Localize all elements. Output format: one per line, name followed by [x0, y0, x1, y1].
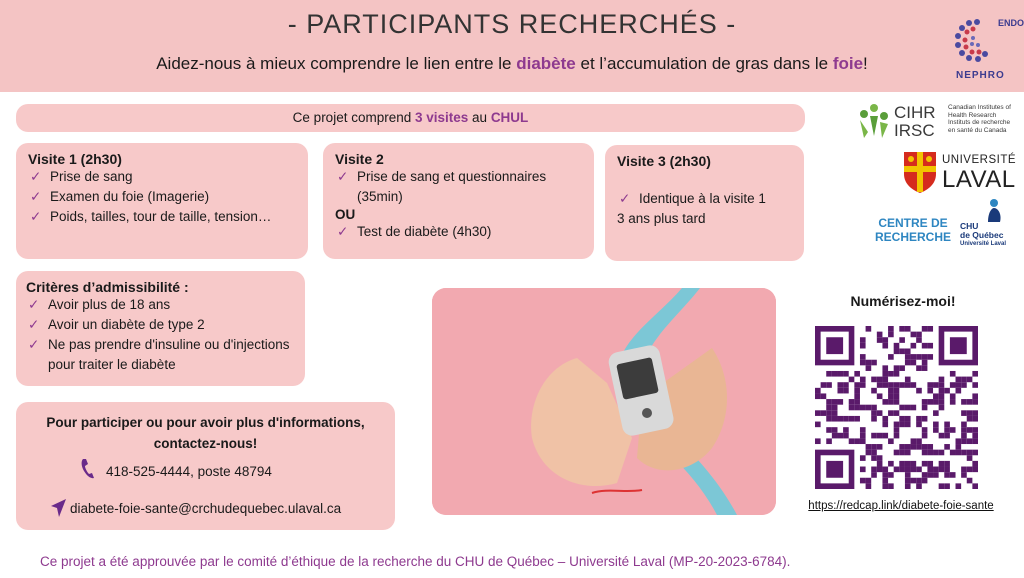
- cihr-irsc-logo: [856, 102, 1016, 142]
- project-text-1: Ce projet comprend: [292, 110, 415, 125]
- cihr-french: Instituts de recherche en santé du Canada: [948, 119, 1011, 134]
- visit-2-or: OU: [335, 207, 356, 222]
- nephro-text: NEPHRO: [956, 70, 1005, 81]
- contact-email[interactable]: diabete-foie-sante@crchudequebec.ulaval.ca: [70, 501, 342, 516]
- list-item-text: Examen du foie (Imagerie): [50, 189, 210, 204]
- subtitle-highlight-foie: foie: [832, 54, 864, 73]
- qr-label: Numérisez-moi!: [850, 293, 956, 309]
- visit-1-title: Visite 1 (2h30): [28, 151, 122, 167]
- list-item-text: Prise de sang et questionnaires (35min): [357, 169, 547, 204]
- checkmark-icon: ✓: [30, 209, 42, 224]
- centre-recherche-chu-logo: [872, 198, 1022, 248]
- chu-univ: Université Laval: [960, 241, 1007, 247]
- subtitle-text-1: Aidez-nous à mieux comprendre le lien entre le: [156, 54, 517, 73]
- list-item-text: Prise de sang: [50, 169, 133, 184]
- list-item: [26, 335, 295, 375]
- checkmark-icon: ✓: [337, 169, 349, 184]
- chu-text: [960, 222, 1003, 240]
- project-visits-count: 3 visites: [414, 110, 469, 125]
- phone-icon: [80, 458, 96, 485]
- cihr-english: Canadian Institutes of Health Research: [948, 104, 1011, 119]
- contact-heading-1: Pour participer ou pour avoir plus d'informations,: [46, 415, 365, 430]
- list-item-text: Avoir un diabète de type 2: [48, 317, 205, 332]
- crc-line-2: RECHERCHE: [874, 230, 951, 244]
- chu-line-1: CHU: [960, 221, 979, 231]
- page-title: - PARTICIPANTS RECHERCHÉS -: [287, 9, 737, 39]
- page-subtitle: [0, 54, 1024, 74]
- subtitle-text-2: et l’accumulation de gras dans le: [575, 54, 833, 73]
- laval-shield-icon: [902, 150, 938, 194]
- list-item: [617, 189, 792, 209]
- criteria-title: Critères d’admissibilité :: [26, 279, 189, 295]
- crc-line-1: CENTRE DE: [878, 216, 948, 230]
- list-item: [28, 207, 296, 227]
- nephro-dots-graphic: [952, 14, 998, 64]
- visit-3-note: 3 ans plus tard: [617, 211, 706, 226]
- visit-3-title: Visite 3 (2h30): [617, 153, 711, 169]
- endo-nephro-logo: [952, 14, 1024, 84]
- crc-text: [872, 216, 954, 244]
- checkmark-icon: ✓: [28, 317, 40, 332]
- project-summary-bar: [16, 104, 805, 132]
- list-item: [335, 167, 582, 207]
- irsc-label: IRSC: [894, 121, 935, 140]
- list-item: [28, 187, 296, 207]
- subtitle-highlight-diabete: diabète: [516, 54, 576, 73]
- visit-2-title: Visite 2: [335, 151, 384, 167]
- checkmark-icon: ✓: [30, 169, 42, 184]
- visit-3-card: [605, 145, 804, 261]
- list-item-text: Identique à la visite 1: [639, 191, 766, 206]
- list-item: [26, 295, 295, 315]
- project-text-2: au: [468, 110, 491, 125]
- list-item-text: Avoir plus de 18 ans: [48, 297, 171, 312]
- eligibility-criteria-card: [16, 271, 305, 386]
- list-item-text: Test de diabète (4h30): [357, 224, 492, 239]
- contact-phone[interactable]: 418-525-4444, poste 48794: [106, 464, 272, 479]
- subtitle-text-3: !: [863, 54, 868, 73]
- chu-figure-icon: [982, 198, 1006, 224]
- cihr-text: [894, 104, 936, 140]
- list-item-text: Poids, tailles, tour de taille, tension…: [50, 209, 272, 224]
- cihr-subtext: [948, 104, 1018, 134]
- laval-universite: UNIVERSITÉ: [942, 154, 1017, 166]
- checkmark-icon: ✓: [619, 191, 631, 206]
- list-item-text: Ne pas prendre d'insuline ou d'injections pour traiter le diabète: [48, 337, 290, 372]
- chu-line-2: de Québec: [960, 230, 1004, 240]
- glucose-meter-photo: [432, 288, 776, 515]
- checkmark-icon: ✓: [28, 337, 40, 352]
- project-site: CHUL: [490, 110, 529, 125]
- send-arrow-icon: [50, 498, 68, 523]
- endo-text: ENDO: [998, 18, 1024, 28]
- ethics-approval-footer: Ce projet a été approuvée par le comité d’éthique de la recherche du CHU de Québec – Université Laval (MP-20-2023-6784).: [40, 554, 791, 569]
- checkmark-icon: ✓: [337, 224, 349, 239]
- checkmark-icon: ✓: [28, 297, 40, 312]
- header-banner: [0, 0, 1024, 92]
- contact-card: [16, 402, 395, 530]
- cihr-label: CIHR: [894, 103, 936, 122]
- list-item: [335, 222, 582, 242]
- qr-link[interactable]: https://redcap.link/diabete-foie-sante: [808, 500, 994, 512]
- visit-1-card: [16, 143, 308, 259]
- contact-heading-2: contactez-nous!: [153, 436, 258, 451]
- maple-leaf-people-icon: [856, 102, 892, 142]
- hands-glucometer-illustration: [432, 288, 776, 515]
- list-item: [26, 315, 295, 335]
- laval-name: LAVAL: [942, 166, 1016, 193]
- list-item: [28, 167, 296, 187]
- qr-code[interactable]: [815, 326, 978, 489]
- visit-2-card: [323, 143, 594, 259]
- universite-laval-logo: [902, 150, 1017, 196]
- checkmark-icon: ✓: [30, 189, 42, 204]
